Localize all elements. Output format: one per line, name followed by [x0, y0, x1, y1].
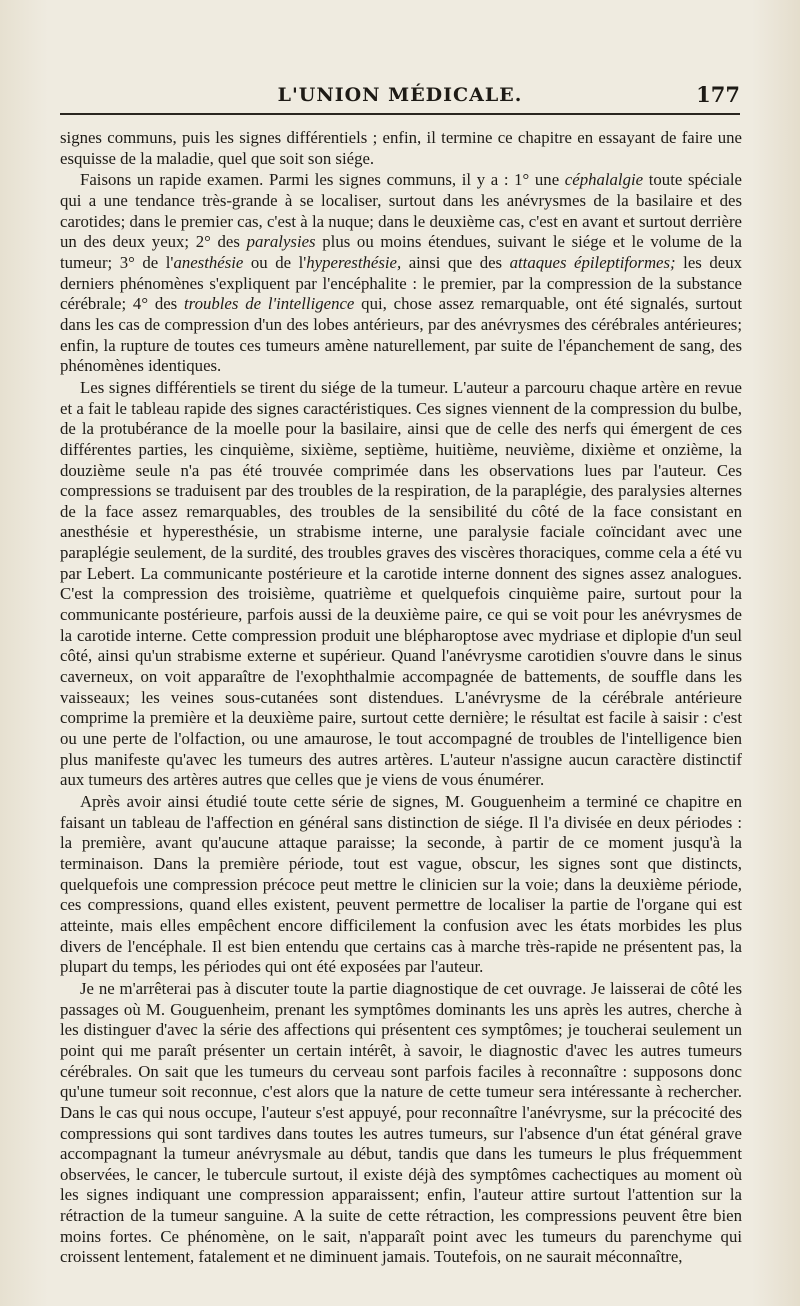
text-run: qui, chose assez remarquable, ont été signalés, surtout dans les cas de compression d'un des lobes antérieurs, par des anévrysmes des cérébrales antérieures; enfin, la rupture de toutes ces tumeurs amène naturellement, par suite de l'épanchement de sang, des phénomènes identiques. [60, 294, 742, 376]
header-rule [60, 113, 740, 115]
text-run: Après avoir ainsi étudié toute cette série de signes, M. Gouguenheim a terminé ce chapitre en faisant un tableau de l'affection en général sans distinction de siége. Il l'a divisée en deux périodes : la première, avant qu'aucune attaque paraisse; la seconde, à partir de ce moment jusqu'à la terminaison. Dans la première période, tout est vague, obscur, les signes sont que distincts, quelquefois une compression précoce peut mettre le clinicien sur la voie; dans la deuxième période, ces compressions, quand elles existent, peuvent permettre de localiser la partie de l'organe qui est atteinte, mais elles empêchent encore difficilement la confusion avec les états morbides les plus divers de l'encéphale. Il est bien entendu que certains cas à marche très-rapide ne présentent pas, la plupart du temps, les périodes qui ont été exposées par l'auteur. [60, 792, 742, 977]
paragraph [60, 170, 742, 377]
text-run: toute spéciale qui a une tendance très-grande à se localiser, surtout dans les anévrysmes de la basilaire et des carotides; dans le premier cas, c'est à la nuque; dans le deuxième cas, c'est en avant et surtout derrière un des deux yeux; 2° des [60, 170, 742, 252]
text-run: plus ou moins étendues, suivant le siége et le volume de la tumeur; 3° de l' [60, 232, 742, 272]
italic-term: hyperesthésie, [306, 252, 402, 272]
paragraph [60, 792, 742, 978]
paragraph [60, 378, 742, 791]
article-body [60, 128, 742, 1268]
paragraph [60, 128, 742, 169]
italic-term: troubles de l'intelligence [184, 294, 355, 314]
text-run: ainsi que des [401, 252, 510, 272]
paragraph [60, 979, 742, 1268]
text-run: ou de l' [243, 252, 307, 272]
italic-term: paralysies [246, 232, 316, 252]
text-run: Les signes différentiels se tirent du siége de la tumeur. L'auteur a parcouru chaque artère en revue et a fait le tableau rapide des signes caractéristiques. Ces signes viennent de la compression du bulbe, de la protubérance de la moelle pour la basilaire, ainsi que de celle des nerfs qui émergent de ces différentes parties, les cinquième, sixième, septième, huitième, neuvième, dixième et onzième, la douzième seule n'a pas été trouvée comprimée dans les observations lues par l'auteur. Ces compressions se traduisent par des troubles de la respiration, de la paraplégie, des paralysies alternes de la face assez remarquables, des troubles de la sensibilité du côté de la face consistant en anesthésie et hyperesthésie, un strabisme interne, une paralysie faciale coïncidant avec une paraplégie seulement, de la surdité, des troubles graves des viscères thoraciques, comme cela a été vu par Lebert. La communicante postérieure et la carotide interne donnent des signes assez analogues. C'est la compression des troisième, quatrième et quelquefois cinquième paire, surtout pour la communicante postérieure, parfois aussi de la deuxième paire, ce qui se voit pour les anévrysmes de la carotide interne. Cette compression produit une blépharoptose avec mydriase et diplopie d'un seul côté, ainsi qu'un strabisme externe et supérieur. Quand l'anévrysme carotidien s'ouvre dans le sinus caverneux, on voit apparaître de l'exophthalmie accompagnée de battements, de souffle dans les vaisseaux; les veines sous-cutanées sont distendues. L'anévrysme de la cérébrale antérieure comprime la première et la deuxième paire, surtout cette dernière; le résultat est facile à saisir : c'est ou une perte de l'olfaction, ou une amaurose, le tout accompagné de troubles de l'intelligence bien plus manifeste qu'avec les tumeurs des autres artères. L'auteur n'assigne aucun caractère distinctif aux tumeurs des artères autres que celles que je viens de vous énumérer. [60, 377, 742, 790]
italic-term: anesthésie [173, 252, 244, 272]
page-number: 177 [696, 82, 740, 107]
text-run: signes communs, puis les signes différentiels ; enfin, il termine ce chapitre en essayant de faire une esquisse de la maladie, quel que soit son siége. [60, 128, 742, 168]
italic-term: attaques épileptiformes; [509, 252, 676, 272]
text-run: Faisons un rapide examen. Parmi les signes communs, il y a : 1° une [80, 170, 565, 190]
text-run: Je ne m'arrêterai pas à discuter toute la partie diagnostique de cet ouvrage. Je laisserai de côté les passages où M. Gouguenheim, prenant les symptômes dominants les uns après les autres, cherche à les distinguer d'avec la série des affections qui présentent ces symptômes; je toucherai seulement un point qui me paraît présenter un certain intérêt, à savoir, le diagnostic d'avec les autres tumeurs cérébrales. On sait que les tumeurs du cerveau sont parfois faciles à reconnaître : supposons donc qu'une tumeur soit reconnue, c'est alors que la nature de cette tumeur sera intéressante à rechercher. Dans le cas qui nous occupe, l'auteur s'est appuyé, pour reconnaître l'anévrysme, sur la précocité des compressions qui sont tardives dans toutes les autres tumeurs, sur l'absence d'un état général grave accompagnant la tumeur anévrysmale au début, tandis que dans les tumeurs le plus fréquemment observées, le cancer, le tubercule surtout, il existe déjà des symptômes cachectiques au moment où les signes indiquant une compression apparaissent; enfin, l'auteur attire surtout l'attention sur la rétraction de la tumeur sanguine. A la suite de cette rétraction, les compressions peuvent être bien moins fortes. Ce phénomène, on le sait, n'apparaît point avec les tumeurs du parenchyme qui croissent lentement, fatalement et ne diminuent jamais. Toutefois, on ne saurait méconnaître, [60, 978, 742, 1267]
italic-term: céphalalgie [564, 170, 644, 190]
page-header [60, 80, 740, 110]
running-title: L'UNION MÉDICALE. [277, 84, 523, 106]
text-run: les deux derniers phénomènes s'expliquent par l'encéphalite : le premier, par la compression de la substance cérébrale; 4° des [60, 252, 742, 314]
